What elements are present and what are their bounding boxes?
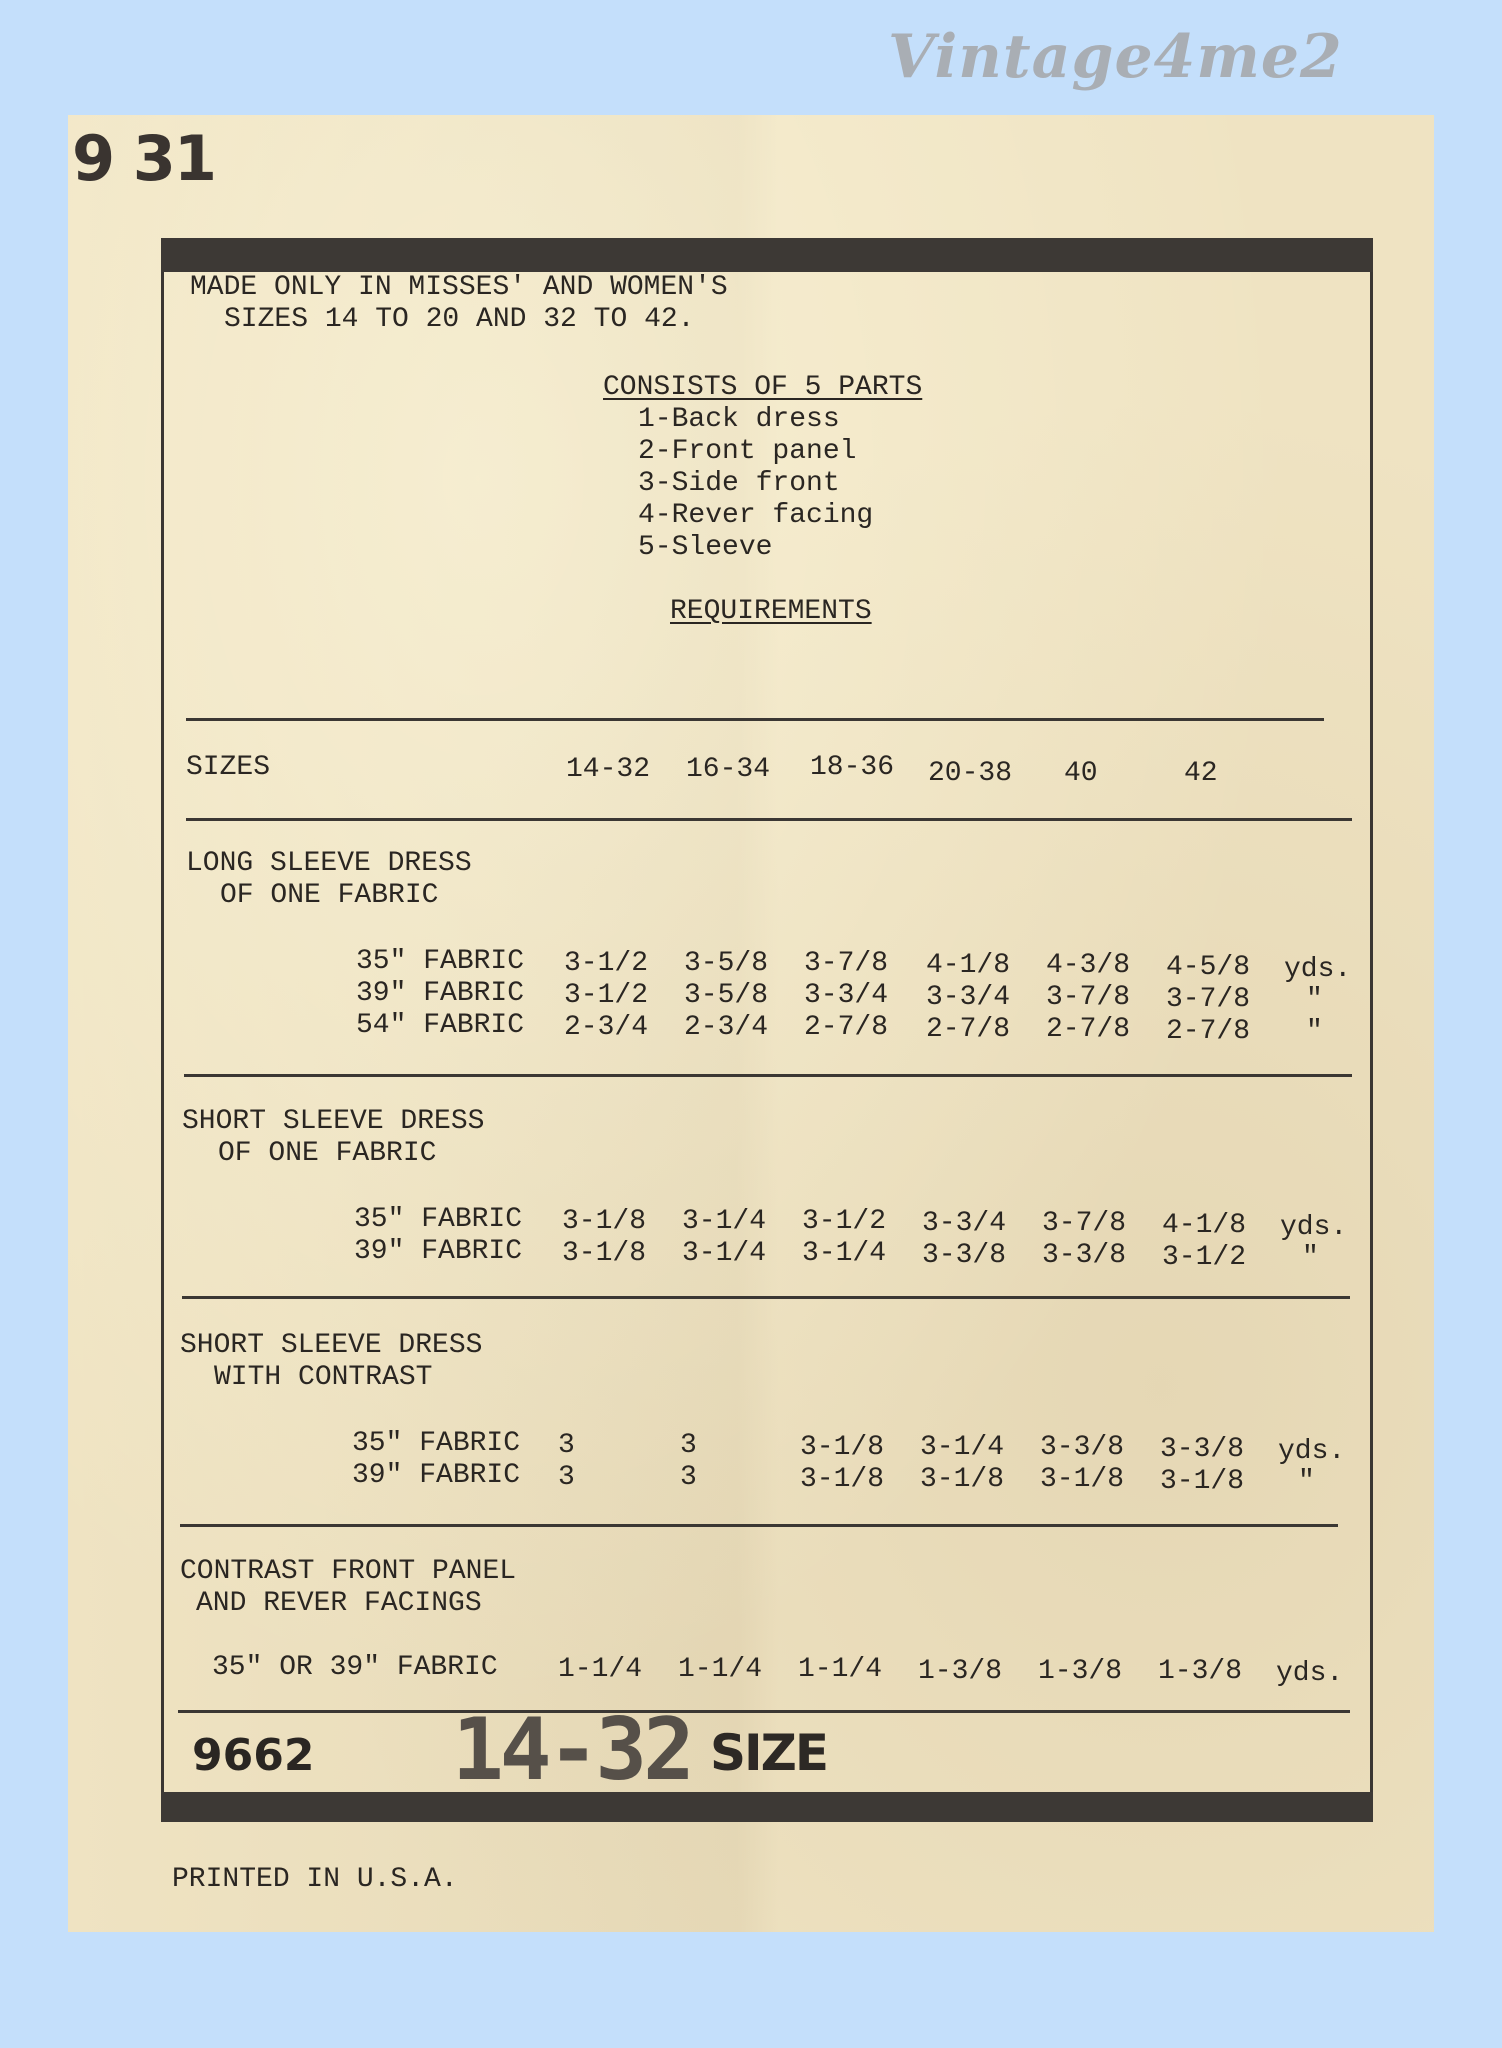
yardage-cell: 3-1/4 [682,1238,767,1269]
size-header: 16-34 [686,754,771,785]
yardage-cell: 3 [680,1430,697,1461]
yardage-cell: 2-3/4 [564,1012,649,1043]
section-title: CONTRAST FRONT PANEL [180,1556,517,1587]
yardage-cell: 3-3/8 [1040,1432,1125,1463]
yardage-cell: 3-1/8 [562,1206,647,1237]
yardage-cell: 3-3/4 [926,982,1011,1013]
yardage-cell: 4-5/8 [1166,952,1251,983]
header-line-1: MADE ONLY IN MISSES' AND WOMEN'S [190,272,728,303]
unit-label: " [1306,1016,1323,1047]
yardage-cell: 3-3/4 [804,980,889,1011]
section-title: AND REVER FACINGS [196,1588,482,1619]
yardage-cell: 3-5/8 [684,948,769,979]
yardage-cell: 3-3/8 [1042,1240,1127,1271]
yardage-cell: 3-1/8 [1040,1464,1125,1495]
part-item: 3-Side front [638,468,840,499]
part-item: 1-Back dress [638,404,840,435]
pattern-number: 9662 [192,1730,315,1781]
unit-label: yds. [1278,1436,1346,1467]
yardage-cell: 1-3/8 [918,1656,1003,1687]
size-header: 40 [1064,758,1098,789]
yardage-cell: 3-1/8 [1160,1466,1245,1497]
yardage-cell: 3-1/8 [920,1464,1005,1495]
part-item: 5-Sleeve [638,532,773,563]
unit-label: yds. [1276,1658,1344,1689]
yardage-cell: 3-1/8 [562,1238,647,1269]
divider [186,818,1352,821]
requirements-title: REQUIREMENTS [670,596,872,627]
divider [178,1710,1350,1713]
yardage-cell: 3-1/2 [802,1206,887,1237]
printed-in-usa: PRINTED IN U.S.A. [172,1864,458,1895]
yardage-cell: 4-1/8 [926,950,1011,981]
yardage-cell: 2-3/4 [684,1012,769,1043]
yardage-cell: 3 [558,1430,575,1461]
fabric-label: 35" FABRIC [354,1204,523,1235]
sizes-label: SIZES [186,752,271,783]
size-header: 18-36 [810,752,895,783]
fabric-label: 39" FABRIC [354,1236,523,1267]
yardage-cell: 1-3/8 [1038,1656,1123,1687]
frame-top-bar [161,238,1373,272]
yardage-cell: 1-1/4 [798,1654,883,1685]
unit-label: " [1306,984,1323,1015]
section-title: WITH CONTRAST [214,1362,433,1393]
yardage-cell: 4-3/8 [1046,950,1131,981]
fabric-label: 54" FABRIC [356,1010,525,1041]
yardage-cell: 3-7/8 [804,948,889,979]
size-header: 42 [1184,758,1218,789]
yardage-cell: 2-7/8 [804,1012,889,1043]
yardage-cell: 3-1/4 [920,1432,1005,1463]
fabric-label: 39" FABRIC [356,978,525,1009]
yardage-cell: 1-1/4 [558,1654,643,1685]
yardage-cell: 3-3/4 [922,1208,1007,1239]
part-item: 2-Front panel [638,436,857,467]
handwritten-mark: 9 31 [72,122,216,195]
yardage-cell: 4-1/8 [1162,1210,1247,1241]
section-title: OF ONE FABRIC [220,880,439,911]
frame-bottom-bar [161,1792,1373,1822]
yardage-cell: 3-7/8 [1042,1208,1127,1239]
divider [186,718,1324,721]
watermark-logo: Vintage4me2 [888,22,1343,92]
unit-label: " [1302,1242,1319,1273]
fabric-label: 39" FABRIC [352,1460,521,1491]
section-title: OF ONE FABRIC [218,1138,437,1169]
size-header: 20-38 [928,758,1013,789]
parts-title: CONSISTS OF 5 PARTS [603,372,923,403]
yardage-cell: 3-7/8 [1166,984,1251,1015]
fabric-label: 35" FABRIC [356,946,525,977]
yardage-cell: 1-1/4 [678,1654,763,1685]
yardage-cell: 3-3/8 [922,1240,1007,1271]
yardage-cell: 3-3/8 [1160,1434,1245,1465]
part-item: 4-Rever facing [638,500,874,531]
yardage-cell: 3-1/8 [800,1464,885,1495]
divider [180,1524,1338,1527]
fabric-label: 35" FABRIC [352,1428,521,1459]
yardage-cell: 3-7/8 [1046,982,1131,1013]
yardage-cell: 3-1/8 [800,1432,885,1463]
header-line-2: SIZES 14 TO 20 AND 32 TO 42. [224,304,695,335]
yardage-cell: 3-1/2 [564,948,649,979]
yardage-cell: 3-1/2 [1162,1242,1247,1273]
fabric-label: 35" OR 39" FABRIC [212,1652,498,1683]
yardage-cell: 3-1/2 [564,980,649,1011]
section-title: SHORT SLEEVE DRESS [180,1330,483,1361]
size-label: SIZE [710,1724,828,1782]
unit-label: " [1298,1466,1315,1497]
unit-label: yds. [1280,1212,1348,1243]
yardage-cell: 2-7/8 [1046,1014,1131,1045]
divider [184,1074,1352,1077]
yardage-cell: 2-7/8 [926,1014,1011,1045]
divider [182,1296,1350,1299]
size-stamp: 14-32 [452,1700,691,1800]
size-header: 14-32 [566,754,651,785]
section-title: SHORT SLEEVE DRESS [182,1106,485,1137]
yardage-cell: 3 [680,1462,697,1493]
yardage-cell: 3-5/8 [684,980,769,1011]
yardage-cell: 2-7/8 [1166,1016,1251,1047]
yardage-cell: 3-1/4 [682,1206,767,1237]
yardage-cell: 3-1/4 [802,1238,887,1269]
yardage-cell: 1-3/8 [1158,1656,1243,1687]
section-title: LONG SLEEVE DRESS [186,848,472,879]
yardage-cell: 3 [558,1462,575,1493]
unit-label: yds. [1284,954,1352,985]
